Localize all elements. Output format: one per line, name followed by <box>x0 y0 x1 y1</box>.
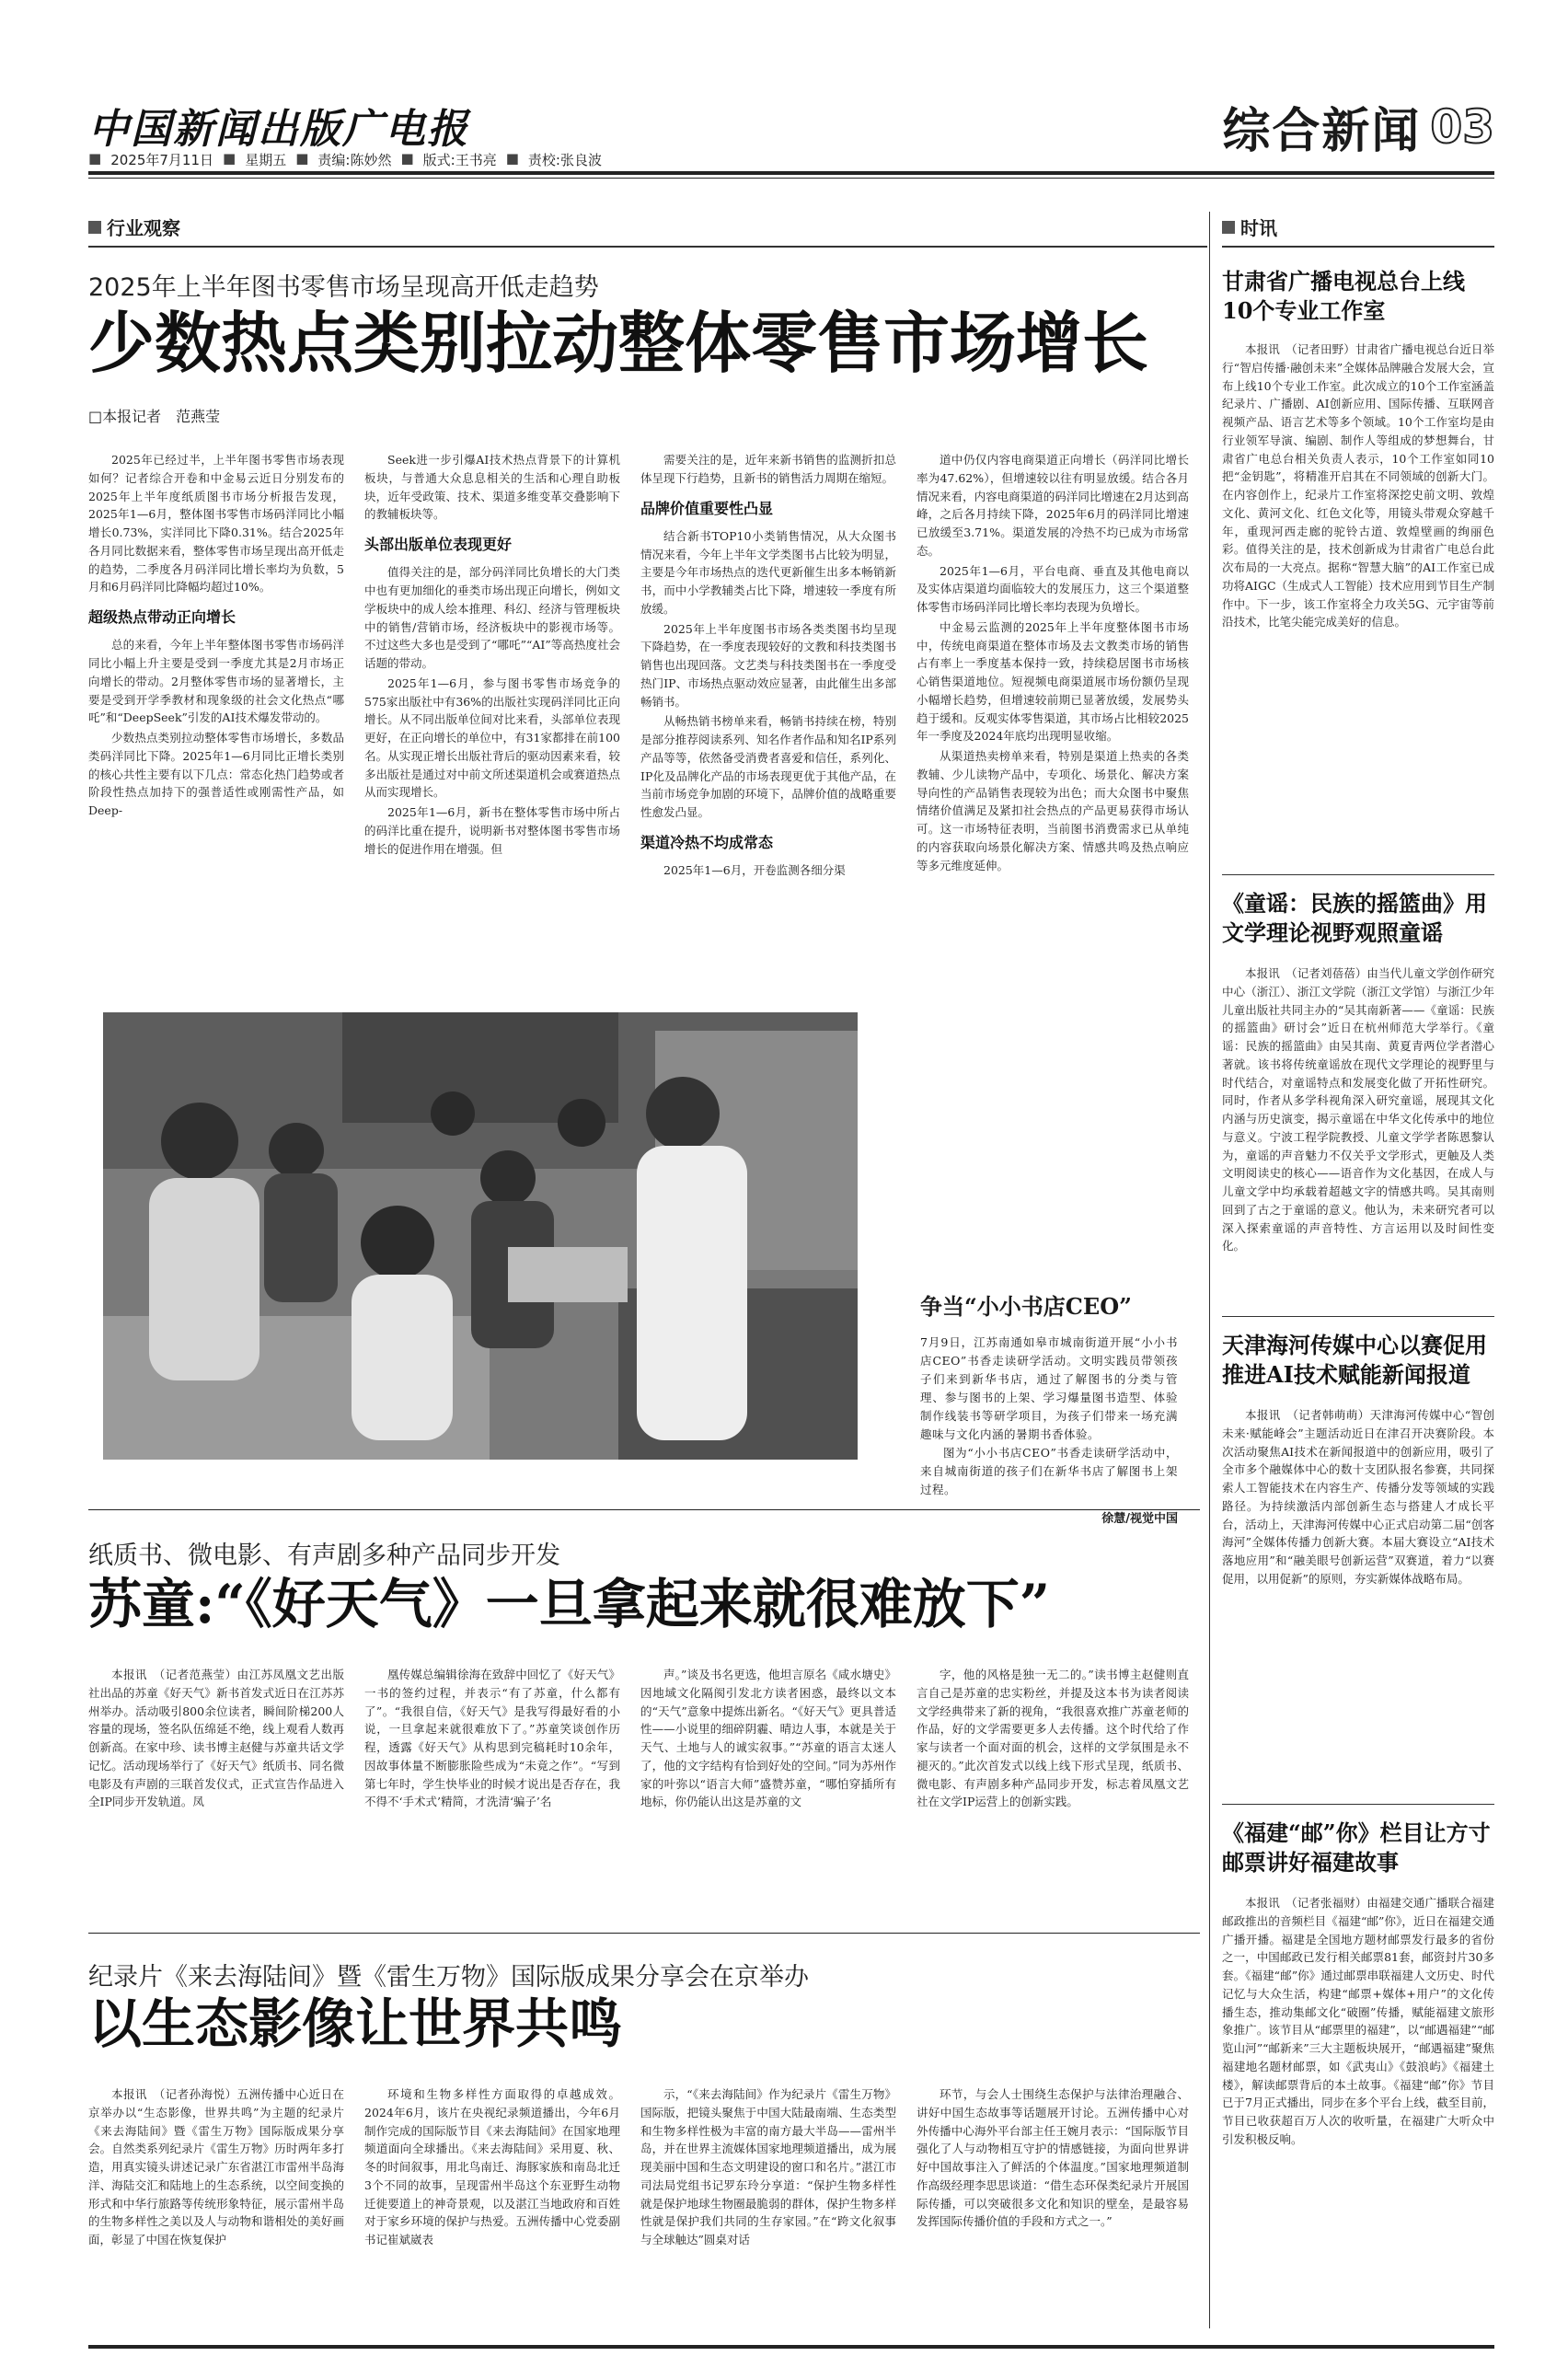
footer-rule <box>88 2345 1494 2349</box>
photo-illustration <box>103 1012 858 1460</box>
sidebar-item-2-headline: 《童谣：民族的摇篮曲》用文学理论视野观照童谣 <box>1222 890 1487 947</box>
photo-credit: 徐慧/视觉中国 <box>1101 1512 1178 1526</box>
story2-subhead: 纸质书、微电影、有声剧多种产品同步开发 <box>88 1542 560 1570</box>
sidebar-item-1-body: 本报讯 （记者田野）甘肃省广播电视总台近日举行“智启传播·融创未来”全媒体品牌融合发展大会，宣布上线10个专业工作室。此次成立的10个工作室涵盖纪录片、广播剧、AI创新应用、国际传播、互联网音视频产品、语言艺术等多个领域。10个工作室均是由行业领军导演、编剧、制作人等组成的梦想舞台，甘肃省广电总台相关负责人表示，10个工作室如同10把“金钥匙”，将精准开启其在不同领域的创新大门。在内容创作上，纪录片工作室将深挖史前文明、敦煌文化、黄河文化、红色文化等，用镜头带观众穿越千年，重现河西走廊的驼铃古道、敦煌壁画的绚丽色彩。值得关注的是，技术创新成为甘肃省广电总台此次布局的一大亮点。据称“智慧大脑”的AI工作室已成功将AIGC（生成式人工智能）技术应用到节目生产制作中。下一步，该工作室将全力攻关5G、元宇宙等前沿技术，比笔尖能完成美好的信息。 <box>1222 342 1495 629</box>
story2-column-4: 字，他的风格是独一无二的。”读书博主赵健则直言自己是苏童的忠实粉丝，并提及这本书为读者阅读文学经典带来了新的视角，“我很喜欢推广苏童老师的作品，好的文学需要更多人去传播。这个时代给了作家与读者一个面对面的机会，这样的文学氛围是永不褪灭的。”此次首发式以线上线下形式呈现，纸质书、微电影、有声剧多种产品同步开发，标志着凤凰文艺社在文学IP运营上的创新实践。 <box>917 1668 1189 1809</box>
editor-credit: 责编:陈妙然 <box>317 152 392 168</box>
sidebar-divider <box>1222 1804 1494 1805</box>
sidebar-item-3-body: 本报讯 （记者韩萌萌）天津海河传媒中心“智创未来·赋能峰会”主题活动近日在津召开决赛阶段。本次活动聚焦AI技术在新闻报道中的创新应用，吸引了全市多个融媒体中心的数十支团队报名参赛，共同探索人工智能技术在内容生产、传播分发等领域的实践路径。为持续激活内部创新生态与搭建人才成长平台，活动上，天津海河传媒中心正式启动第二届“创客海河”全媒体传播力创新大赛。本届大赛设立“AI技术落地应用”和“融美眼号创新运营”双赛道，着力“以赛促用，以用促新”的原则，夯实新媒体战略布局。 <box>1222 1408 1494 1586</box>
story3-subhead: 纪录片《来去海陆间》暨《雷生万物》国际版成果分享会在京举办 <box>88 1963 809 1992</box>
proof-credit: 责校:张良波 <box>527 152 602 168</box>
news-photo <box>103 1012 858 1460</box>
story3-headline: 以生态影像让世界共鸣 <box>88 1992 623 2055</box>
story2-column-3: 声。”谈及书名更选，他坦言原名《咸水塘史》因地域文化隔阂引发北方读者困惑，最终以文本的“天气”意象中提炼出新名。“《好天气》更具普适性——小说里的细碎阴霾、晴边人事，本就是关于天气、土地与人的诚实叙事。”“苏童的语言太迷人了，他的文字结构有恰到好处的空间。”同为苏州作家的叶弥以“语言大师”盛赞苏童，“哪怕穿插所有地标，你仍能认出这是苏童的文 <box>640 1668 896 1809</box>
newspaper-logo: 中国新闻出版广电报 <box>88 106 469 153</box>
story2-column-1: 本报讯 （记者范燕莹）由江苏凤凰文艺出版社出品的苏童《好天气》新书首发式近日在江苏苏州举办。活动吸引800余位读者，瞬间阶梯200人容量的现场，签名队伍绵延不绝，线上观看人数再创新高。在家中珍、读书博主赵健与苏童共话文学记忆。活动现场举行了《好天气》纸质书、同名微电影及有声剧的三联首发仪式，正式宣告作品进入全IP同步开发轨道。凤 <box>88 1668 344 1809</box>
lead-column-3: 需要关注的是，近年来新书销售的监测折扣总体呈现下行趋势，且新书的销售活力周期在缩短。 品牌价值重要性凸显 结合新书TOP10小类销售情况，从大众图书情况来看，今年上半年文学类图书占比较为明显，主要是今年市场热点的迭代更新催生出多本畅销新书，而中小学教辅类占比下降，增速较一季度有所放缓。 2025年上半年度图书市场各类类图书均呈现下降趋势，在一季度表现较好的文教和科技类图书销售也出现回落。文艺类与科技类图书在一季度受热门IP、市场热点驱动效应显著，由此催生出多部畅销书。 从畅热销书榜单来看，畅销书持续在榜，特别是部分推荐阅读系列、知名作者作品和知名IP系列产品等等，依然备受消费者喜爱和信任，系列化、IP化及品牌化产品的市场表现更优于其他产品，在当前市场竞争加剧的环境下，品牌价值的战略重要性愈发凸显。 渠道冷热不均成常态 2025年1—6月，开卷监测各细分渠 <box>640 453 896 878</box>
issue-info: ■ 2025年7月11日 ■ 星期五 ■ 责编:陈妙然 ■ 版式:王书亮 ■ 责校:张良波 <box>88 150 602 168</box>
masthead-rule <box>88 171 1494 175</box>
lead-col3-subhead-2: 渠道冷热不均成常态 <box>640 833 774 851</box>
square-icon <box>1222 221 1235 234</box>
lead-column-2: Seek进一步引爆AI技术热点背景下的计算机板块，与普通大众息息相关的生活和心理自助板块，近年受政策、技术、渠道多维变革交叠影响下的教辅板块等。 头部出版单位表现更好 值得关注的是，部分码洋同比负增长的大门类中也有更加细化的垂类市场出现正向增长，例如文学板块中的成人绘本推理、科幻、经济与管理板块中的销售/营销市场，经济板块中的影视市场等。不过这些大多也是受到了“哪吒”“AI”等高热度社会话题的带动。 2025年1—6月，参与图书零售市场竞争的575家出版社中有36%的出版社实现码洋同比正向增长。从不同出版单位间对比来看，头部单位表现更好，在正向增长的单位中，有31家都排在前100名。从实现正增长出版社背后的驱动因素来看，较多出版社是通过对中前文所述渠道机会或赛道热点从而实现增长。 2025年1—6月，新书在整体零售市场中所占的码洋比重在提升，说明新书对整体图书零售市场增长的促进作用在增强。但 <box>364 453 620 856</box>
lead-column-4: 道中仍仅内容电商渠道正向增长（码洋同比增长率为47.62%），但增速较以往有明显放缓。结合各月情况来看，内容电商渠道的码洋同比增速在2月达到高峰，之后各月持续下降，2025年6月的码洋同比增速已放缓至3.71%。渠道发展的冷热不均已成为市场常态。 2025年1—6月，平台电商、垂直及其他电商以及实体店渠道均面临较大的发展压力，这三个渠道整体零售市场码洋同比增长率均表现为负增长。 中金易云监测的2025年上半年度整体图书市场中，传统电商渠道在整体市场及去文教类市场的销售占有率上一季度基本保持一致，持续稳居图书市场核心销售渠道地位。短视频电商渠道展市场份额仍呈现小幅增长趋势，但增速较前期已显著放缓，发展势头趋于缓和。反观实体零售渠道，其市场占比相较2025年一季度及2024年底均出现明显收缩。 从渠道热卖榜单来看，特别是渠道上热卖的各类教辅、少儿读物产品中，专项化、场景化、解决方案导向性的产品销售表现较为出色；而大众图书中聚焦情绪价值满足及紧扣社会热点的产品更易获得市场认可。这一市场特征表明，当前图书消费需求已从单纯的内容获取向场景化解决方案、情感共鸣及热点响应等多元维度延伸。 <box>917 453 1189 872</box>
sidebar-divider <box>1222 1316 1494 1317</box>
square-icon <box>88 221 101 234</box>
photo-title: 争当“小小书店CEO” <box>920 1293 1132 1320</box>
story2-column-2: 凰传媒总编辑徐海在致辞中回忆了《好天气》一书的签约过程，并表示“有了苏童，什么都有了”。“我很自信，《好天气》是我写得最好看的小说，一旦拿起来就很难放下了。”苏童笑谈创作历程，透露《好天气》从构思到完稿耗时10余年，因故事体量不断膨胀险些成为“未竟之作”。“写到第七年时，学生快毕业的时候才说出是否存在，我不得不‘手术式’精简，才洗清‘骗子’名 <box>364 1668 620 1809</box>
sidebar-kicker: 时讯 <box>1222 214 1277 240</box>
issue-date: 2025年7月11日 <box>110 152 213 168</box>
sidebar-item-3-headline: 天津海河传媒中心以赛促用推进AI技术赋能新闻报道 <box>1222 1332 1487 1389</box>
sidebar-item-2-body: 本报讯 （记者刘蓓蓓）由当代儿童文学创作研究中心（浙江）、浙江文学院（浙江文学馆）与浙江少年儿童出版社共同主办的“吴其南新著——《童谣：民族的摇篮曲》研讨会”近日在杭州师范大学举行。《童谣：民族的摇篮曲》由吴其南、黄夏青两位学者潜心著就。该书将传统童谣放在现代文学理论的视野里与时代结合，对童谣特点和发展变化做了开拓性研究。同时，作者从多学科视角深入研究童谣，展现其文化内涵与历史演变，揭示童谣在中华文化传承中的地位与意义。宁波工程学院教授、儿童文学学者陈恩黎认为，童谣的声音魅力不仅关乎文学形式，更触及人类文明阅读史的核心——语音作为文化基因，在成人与儿童文学中均承载着超越文字的情感共鸣。吴其南则回到了古之于童谣的意义。他认为，未来研究者可以深入探索童谣的声音特性、方言运用以及时间性变化。 <box>1222 966 1494 1253</box>
sidebar-item-4-headline: 《福建“邮”你》栏目让方寸邮票讲好福建故事 <box>1222 1819 1491 1877</box>
story2-headline: 苏童:“《好天气》一旦拿起来就很难放下” <box>88 1573 1051 1635</box>
lead-subhead: 2025年上半年图书零售市场呈现高开低走趋势 <box>88 273 599 302</box>
layout-credit: 版式:王书亮 <box>422 152 497 168</box>
lead-headline: 少数热点类别拉动整体零售市场增长 <box>88 304 1149 382</box>
story3-column-2: 环境和生物多样性方面取得的卓越成效。2024年6月，该片在央视纪录频道播出，今年6月制作完成的国际版节目《来去海陆间》在国家地理频道面向全球播出。《来去海陆间》采用夏、秋、冬的时间叙事，用北鸟南迁、海豚家族和南岛北迁3个不同的故事，呈现雷州半岛这个东亚野生动物迁徙要道上的神奇景观，以及湛江当地政府和百姓对于家乡环境的保护与热爱。五洲传播中心党委副书记崔斌崴表 <box>364 2087 620 2246</box>
story3-column-4: 环节，与会人士围绕生态保护与法律治理融合、讲好中国生态故事等话题展开讨论。五洲传播中心对外传播中心海外平台部主任王婉月表示：“国际版节目强化了人与动物相互守护的情感链接，为面向世界讲好中国故事注入了鲜活的个体温度。”国家地理频道制作高级经理李思思谈道：“借生态环保类纪录片开展国际传播，可以突破很多文化和知识的壁垒，是最容易发挥国际传播价值的手段和方式之一。” <box>917 2087 1189 2229</box>
sidebar-kicker-bar <box>1222 214 1494 248</box>
photo-caption <box>920 1288 1178 1526</box>
sidebar-item-1-headline: 甘肃省广播电视总台上线10个专业工作室 <box>1222 268 1465 325</box>
sidebar-item-4-body: 本报讯 （记者张福财）由福建交通广播联合福建邮政推出的音频栏目《福建“邮”你》，近日在福建交通广播开播。福建是全国地方题材邮票发行最多的省份之一，中国邮政已发行相关邮票81套，邮资封片30多套。《福建“邮”你》通过邮票串联福建人文历史、时代记忆与大众生活，构建“邮票+媒体+用户”的文化传播生态，推动集邮文化“破圈”传播，赋能福建文旅形象推广。该节目从“邮票里的福建”，以“邮遇福建”“邮览山河”“邮新来”三大主题板块展开，“邮遇福建”聚焦福建地名题材邮票，如《武夷山》《鼓浪屿》《福建土楼》，解读邮票背后的本土故事。《福建“邮”你》节目已于7月正式播出，同步在多个平台上线，截至目前，节目已收获超百万人次的收听量，在福建广大听众中引发积极反响。 <box>1222 1896 1494 2146</box>
lead-col2-subhead: 头部出版单位表现更好 <box>364 536 513 553</box>
lead-col3-subhead: 品牌价值重要性凸显 <box>640 499 774 517</box>
column-separator <box>1209 212 1210 2328</box>
lead-kicker-bar <box>88 214 1207 248</box>
lead-column-1: 2025年已经过半，上半年图书零售市场表现如何？记者综合开卷和中金易云近日分别发布的2025年上半年度纸质图书市场分析报告发现，2025年1—6月，整体图书零售市场码洋同比小幅增长0.73%，实洋同比下降0.31%。结合2025年各月同比数据来看，整体零售市场呈现出高开低走的趋势，二季度各月码洋同比增长率均为负数，5月和6月码洋同比降幅均超过10%。 超级热点带动正向增长 总的来看，今年上半年整体图书零售市场码洋同比小幅上升主要是受到一季度尤其是2月市场正向增长的带动。2月整体零售市场的显著增长，主要是受到开学季教材和现象级的社会文化热点“哪吒”和“DeepSeek”引发的AI技术爆发带动的。 少数热点类别拉动整体零售市场增长，多数品类码洋同比下降。2025年1—6月同比正增长类别的核心共性主要有以下几点：常态化热门趋势或者阶段性热点加持下的强普适性或刚需性产品，如Deep- <box>88 453 344 818</box>
story-divider <box>88 1509 1200 1510</box>
lead-kicker: 行业观察 <box>88 214 180 240</box>
photo-caption-text: 7月9日，江苏南通如皋市城南街道开展“小小书店CEO”书香走读研学活动。文明实践员带领孩子们来到新华书店，通过了解图书的分类与管理、参与图书的上架、学习爆量图书造型、体验制作线装书等研学项目，为孩子们带来一场充满趣味与文化内涵的暑期书香体验。 <box>920 1335 1178 1441</box>
story3-column-3: 示，“《来去海陆间》作为纪录片《雷生万物》国际版，把镜头聚焦于中国大陆最南端、生态类型和生物多样性极为丰富的南方最大半岛——雷州半岛，并在世界主流媒体国家地理频道播出，成为展现美丽中国和生态文明建设的窗口和名片。”湛江市司法局党组书记罗东玲分享道：“保护生物多样性就是保护地球生物圈最脆弱的群体，保护生物多样性就是保护我们共同的生存家园。”在“跨文化叙事与全球触达”圆桌对话 <box>640 2087 896 2246</box>
page-number: 03 <box>1430 99 1494 154</box>
section-header <box>1222 92 1494 161</box>
lead-byline: □本报记者 范燕莹 <box>88 408 221 425</box>
lead-col1-subhead: 超级热点带动正向增长 <box>88 608 236 626</box>
story-divider-2 <box>88 1933 1200 1934</box>
section-name: 综合新闻 <box>1222 103 1422 159</box>
story3-column-1: 本报讯 （记者孙海悦）五洲传播中心近日在京举办以“生态影像，世界共鸣”为主题的纪录片《来去海陆间》暨《雷生万物》国际版成果分享会。自然类系列纪录片《雷生万物》历时两年多打造，用真实镜头讲述记录广东省湛江市雷州半岛海洋、海陆交汇和陆地上的生态系统，以空间变换的形式和中华行旅路等传统形象特征，展示雷州半岛的生物多样性之美以及人与动物和谐相处的美好画面，彰显了中国在恢复保护 <box>88 2087 344 2246</box>
sidebar-divider <box>1222 874 1494 875</box>
masthead-rule-thin <box>88 178 1494 179</box>
issue-weekday: 星期五 <box>245 152 287 168</box>
photo-caption-text-2: 图为“小小书店CEO”书香走读研学活动中，来自城南街道的孩子们在新华书店了解图书上架过程。 <box>920 1446 1178 1496</box>
